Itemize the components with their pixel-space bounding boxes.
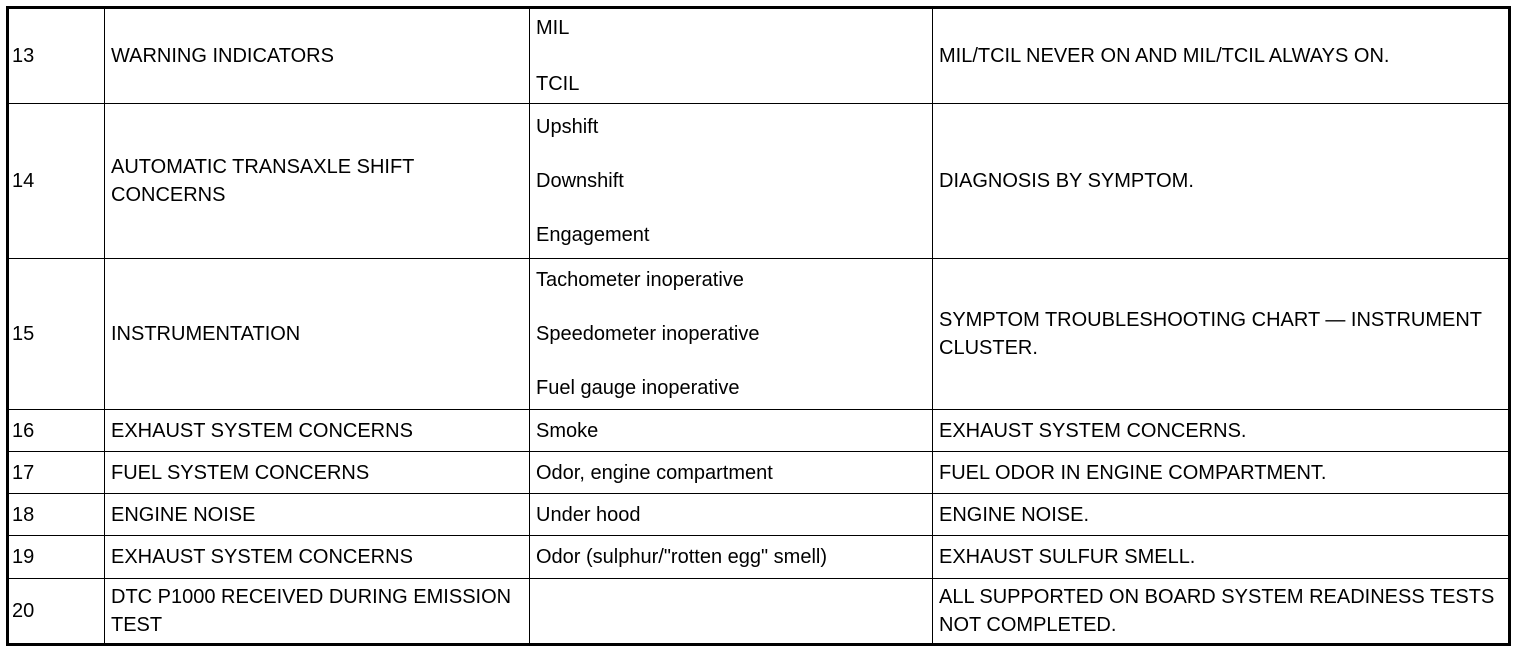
- reference-cell: ENGINE NOISE.: [933, 494, 1510, 536]
- sub-item: Speedometer inoperative: [536, 323, 760, 345]
- symptom-cell: FUEL SYSTEM CONCERNS: [105, 452, 530, 494]
- reference-cell: MIL/TCIL NEVER ON AND MIL/TCIL ALWAYS ON.: [933, 8, 1510, 104]
- reference-cell: SYMPTOM TROUBLESHOOTING CHART — INSTRUMENT CLUSTER.: [933, 259, 1510, 410]
- row-number: 15: [8, 259, 105, 410]
- sub-items-cell: [530, 104, 933, 259]
- table-row: [8, 494, 1510, 536]
- sub-items-cell-empty: [530, 579, 933, 645]
- row-number: 19: [8, 536, 105, 579]
- sub-item-list: [536, 14, 926, 98]
- symptom-cell: ENGINE NOISE: [105, 494, 530, 536]
- reference-cell: EXHAUST SULFUR SMELL.: [933, 536, 1510, 579]
- table-row: [8, 104, 1510, 259]
- row-number: 20: [8, 579, 105, 645]
- sub-item-list: [536, 266, 926, 402]
- sub-item: MIL: [536, 17, 570, 39]
- sub-item: Engagement: [536, 224, 650, 246]
- sub-item: Tachometer inoperative: [536, 269, 744, 291]
- sub-items-cell: [530, 259, 933, 410]
- sub-item: Under hood: [530, 494, 933, 536]
- table-row: [8, 410, 1510, 452]
- row-number: 18: [8, 494, 105, 536]
- sub-item: Odor, engine compartment: [530, 452, 933, 494]
- row-number: 17: [8, 452, 105, 494]
- table-row: [8, 452, 1510, 494]
- symptom-cell: DTC P1000 RECEIVED DURING EMISSION TEST: [105, 579, 530, 645]
- sub-item: Fuel gauge inoperative: [536, 377, 740, 399]
- reference-cell: EXHAUST SYSTEM CONCERNS.: [933, 410, 1510, 452]
- symptom-cell: EXHAUST SYSTEM CONCERNS: [105, 536, 530, 579]
- row-number: 16: [8, 410, 105, 452]
- reference-cell: DIAGNOSIS BY SYMPTOM.: [933, 104, 1510, 259]
- table-row: [8, 8, 1510, 104]
- table-row: [8, 259, 1510, 410]
- symptom-troubleshooting-table: [6, 6, 1511, 646]
- symptom-cell: AUTOMATIC TRANSAXLE SHIFT CONCERNS: [105, 104, 530, 259]
- sub-items-cell: [530, 8, 933, 104]
- sub-item: Downshift: [536, 170, 624, 192]
- symptom-cell: EXHAUST SYSTEM CONCERNS: [105, 410, 530, 452]
- symptom-cell: WARNING INDICATORS: [105, 8, 530, 104]
- sub-item: Smoke: [530, 410, 933, 452]
- sub-item-list: [536, 113, 926, 249]
- sub-item: Upshift: [536, 116, 599, 138]
- table-row: [8, 536, 1510, 579]
- reference-cell: FUEL ODOR IN ENGINE COMPARTMENT.: [933, 452, 1510, 494]
- reference-cell: ALL SUPPORTED ON BOARD SYSTEM READINESS TESTS NOT COMPLETED.: [933, 579, 1510, 645]
- symptom-cell: INSTRUMENTATION: [105, 259, 530, 410]
- sub-item: Odor (sulphur/"rotten egg" smell): [530, 536, 933, 579]
- row-number: 13: [8, 8, 105, 104]
- row-number: 14: [8, 104, 105, 259]
- sub-item: TCIL: [536, 73, 580, 95]
- table-row: [8, 579, 1510, 645]
